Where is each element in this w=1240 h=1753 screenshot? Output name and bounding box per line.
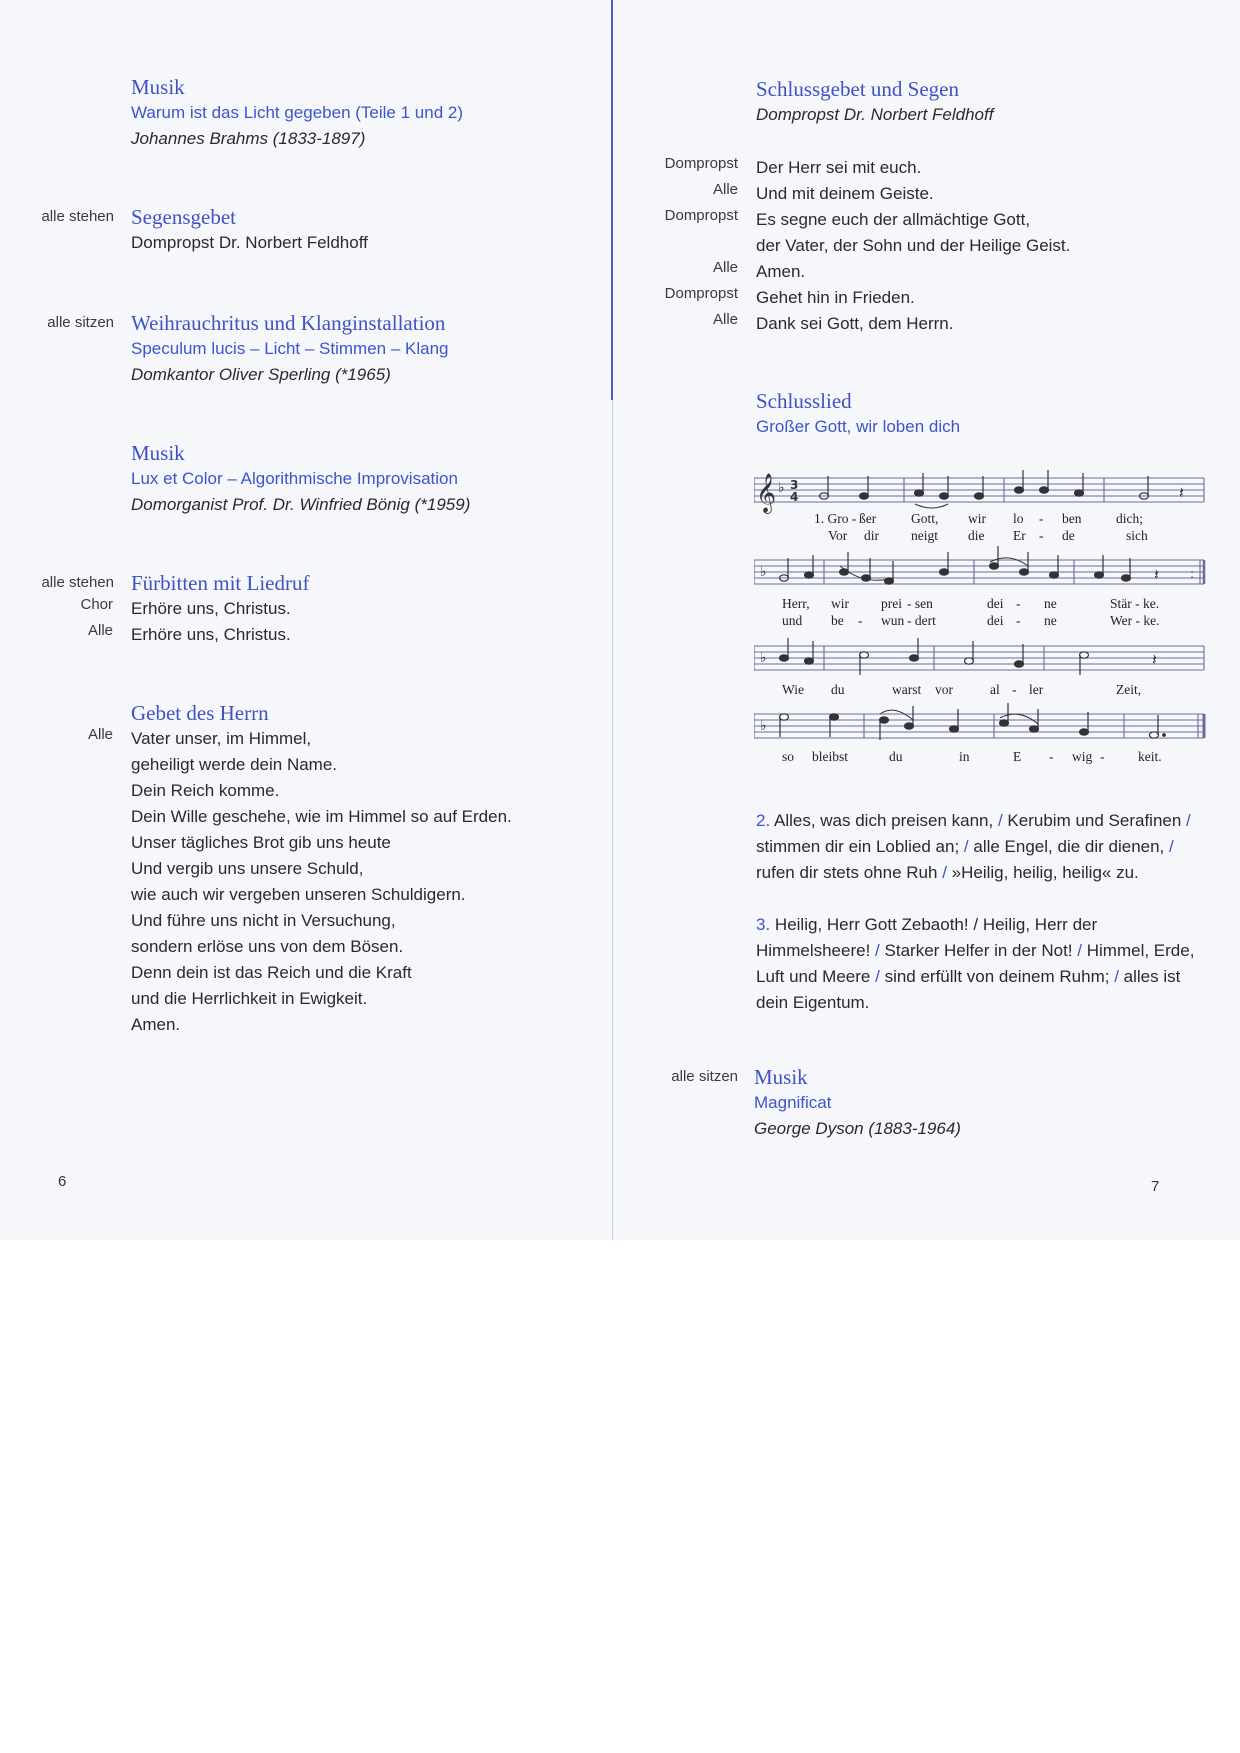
prayer-text: Denn dein ist das Reich und die Kraft <box>131 963 412 982</box>
prayer-text: wie auch wir vergeben unseren Schuldigern. <box>131 885 466 904</box>
lyric-syllable: sich <box>1126 528 1148 543</box>
verse-line: Alles, was dich preisen kann, <box>773 811 994 830</box>
treble-clef-icon: 𝄞 <box>756 473 777 513</box>
verse-separator: / <box>973 915 979 934</box>
prayer-line <box>131 986 512 1012</box>
lyric-syllable: Wie <box>782 682 804 697</box>
speaker: Dompropst <box>664 285 738 302</box>
verse-line: sind erfüllt von deinem Ruhm; <box>884 967 1110 986</box>
speaker: Chor <box>80 596 113 613</box>
work-title: Lux et Color – Algorithmische Improvisation <box>131 469 458 488</box>
prayer-text: und die Herrlichkeit in Ewigkeit. <box>131 989 368 1008</box>
response-row <box>664 207 1070 233</box>
prayer-text: Dein Reich komme. <box>131 781 280 800</box>
verse-line: Kerubim und Serafinen <box>1007 811 1182 830</box>
verse-line: Heilig, Herr der Himmelsheere! <box>756 915 1098 960</box>
speaker: Alle <box>712 181 738 198</box>
speaker: Alle <box>87 622 113 639</box>
prayer-line <box>131 882 512 908</box>
rest-icon: 𝄽 <box>1179 483 1184 502</box>
section-schlussgebet <box>756 76 993 128</box>
lyric-syllable: al <box>990 682 1000 697</box>
lyric-syllable: neigt <box>911 528 938 543</box>
prayer-line <box>87 726 512 752</box>
verse-separator: / <box>1077 941 1082 960</box>
response-text: Dank sei Gott, dem Herrn. <box>756 314 954 333</box>
response-row <box>664 285 1070 311</box>
flat-sign-icon: ♭ <box>778 480 785 496</box>
verse-separator: / <box>1114 967 1119 986</box>
verse-separator: / <box>942 863 947 882</box>
lyric-syllable: wig <box>1072 749 1093 764</box>
section-title: Musik <box>131 75 185 99</box>
lyric-syllable: Herr, <box>782 596 810 611</box>
prayer-text: Und vergib uns unsere Schuld, <box>131 859 364 878</box>
verse-line: Heilig, Herr Gott Zebaoth! <box>774 915 969 934</box>
lyric-syllable: - <box>858 613 863 628</box>
response-row <box>664 155 1070 181</box>
lyric-syllable: ne <box>1044 613 1057 628</box>
lyric-syllable: warst <box>892 682 922 697</box>
lyric-syllable: - dert <box>907 613 936 628</box>
section-segensgebet <box>131 204 368 256</box>
work-title: Speculum lucis – Licht – Stimmen – Klang <box>131 339 449 358</box>
lyric-syllable: dei <box>987 613 1004 628</box>
section-title: Segensgebet <box>131 205 236 229</box>
speaker: Alle <box>712 311 738 328</box>
page-number: 6 <box>58 1173 67 1190</box>
verse-line: alles ist dein Eigentum. <box>756 967 1181 1012</box>
response-text: Erhöre uns, Christus. <box>131 599 291 618</box>
officiant: Dompropst Dr. Norbert Feldhoff <box>131 233 368 252</box>
lyric-syllable: in <box>959 749 970 764</box>
section-title: Fürbitten mit Liedruf <box>131 571 310 595</box>
response-text: Gehet hin in Frieden. <box>756 288 915 307</box>
prayer-line <box>131 804 512 830</box>
section-weihrauchritus <box>131 310 449 388</box>
lyric-syllable: Er <box>1013 528 1026 543</box>
lyric-syllable: bleibst <box>812 749 848 764</box>
rubric-alle-sitzen: alle sitzen <box>671 1068 738 1085</box>
lyric-syllable: - <box>1039 528 1044 543</box>
prayer-line <box>131 1012 512 1038</box>
lyric-syllable: be <box>831 613 844 628</box>
section-musik-brahms <box>131 74 463 152</box>
prayer-text: geheiligt werde dein Name. <box>131 755 338 774</box>
prayer-text: Amen. <box>131 1015 181 1034</box>
lyric-syllable: du <box>889 749 903 764</box>
flat-sign-icon: ♭ <box>760 564 767 580</box>
lyric-syllable: lo <box>1013 511 1024 526</box>
lyric-syllable: dei <box>987 596 1004 611</box>
lyric-syllable: wun <box>881 613 905 628</box>
speaker: Dompropst <box>664 155 738 172</box>
lyric-syllable: Gott, <box>911 511 939 526</box>
lyric-syllable: ler <box>1029 682 1044 697</box>
section-musik-improvisation <box>131 440 470 518</box>
lyric-syllable: prei <box>881 596 902 611</box>
hymn-verse-2 <box>756 808 1196 886</box>
dialogue-block <box>664 155 1071 337</box>
verse-separator: / <box>1169 837 1174 856</box>
time-signature: 4 <box>790 490 799 504</box>
lyric-syllable: - <box>1039 511 1044 526</box>
lyric-syllable: dich; <box>1116 511 1143 526</box>
response-text: der Vater, der Sohn und der Heilige Geist. <box>756 236 1071 255</box>
lyric-syllable: ne <box>1044 596 1057 611</box>
page-number: 7 <box>1151 1178 1160 1195</box>
section-fuerbitten <box>80 570 310 648</box>
lyric-syllable: du <box>831 682 845 697</box>
repeat-sign-icon: : <box>1190 567 1195 581</box>
lyric-syllable: de <box>1062 528 1075 543</box>
officiant: Dompropst Dr. Norbert Feldhoff <box>756 105 994 124</box>
staff-system-3 <box>754 638 1204 697</box>
staff-system-4 <box>754 703 1204 764</box>
lyric-syllable: wir <box>831 596 849 611</box>
prayer-line <box>131 934 512 960</box>
prayer-line <box>131 778 512 804</box>
sheet-music-score <box>754 458 1210 778</box>
response-row <box>87 622 309 648</box>
staff-system-1 <box>754 470 1204 543</box>
work-title: Magnificat <box>754 1093 832 1112</box>
lyric-syllable: ßer <box>859 511 877 526</box>
flat-sign-icon: ♭ <box>760 650 767 666</box>
prayer-line <box>131 908 512 934</box>
rubric-alle-sitzen: alle sitzen <box>47 314 114 331</box>
composer: Domkantor Oliver Sperling (*1965) <box>131 365 391 384</box>
time-signature: 3 <box>790 478 799 492</box>
lyric-syllable: so <box>782 749 795 764</box>
work-title: Warum ist das Licht gegeben (Teile 1 und 2) <box>131 103 463 122</box>
lyric-syllable: - <box>1049 749 1054 764</box>
song-title: Großer Gott, wir loben dich <box>756 417 961 436</box>
response-row <box>756 233 1070 259</box>
verse-line: Himmel, Erde, Luft und Meere <box>756 941 1195 986</box>
staff-system-2 <box>754 546 1204 628</box>
verse-line: »Heilig, heilig, heilig« zu. <box>951 863 1139 882</box>
spread-divider <box>611 0 613 400</box>
rubric-alle-stehen: alle stehen <box>41 208 114 225</box>
section-gebet-des-herrn <box>87 700 512 1038</box>
rest-icon: 𝄽 <box>1154 565 1159 584</box>
verse-line: alle Engel, die dir dienen, <box>973 837 1165 856</box>
lyric-syllable: keit. <box>1138 749 1162 764</box>
lyric-syllable: - <box>1016 613 1021 628</box>
lyric-syllable: - <box>1012 682 1017 697</box>
verse-separator: / <box>1186 811 1191 830</box>
lyric-syllable: Wer - ke. <box>1110 613 1160 628</box>
spread-divider-lower <box>612 400 613 1240</box>
composer: Domorganist Prof. Dr. Winfried Bönig (*1959) <box>131 495 471 514</box>
rest-icon: 𝄽 <box>1152 650 1157 669</box>
lyric-syllable: Vor <box>828 528 848 543</box>
prayer-text: Unser tägliches Brot gib uns heute <box>131 833 391 852</box>
section-schlusslied <box>756 388 960 440</box>
lyric-syllable: ben <box>1062 511 1082 526</box>
lyric-syllable: wir <box>968 511 986 526</box>
flat-sign-icon: ♭ <box>760 718 767 734</box>
verse-separator: / <box>997 811 1003 830</box>
response-text: Der Herr sei mit euch. <box>756 158 922 177</box>
section-title: Weihrauchritus und Klanginstallation <box>131 311 446 335</box>
rubric-alle-stehen: alle stehen <box>41 574 114 591</box>
verse-number: 3. <box>756 915 771 934</box>
prayer-line <box>131 856 512 882</box>
speaker: Alle <box>712 259 738 276</box>
verse-separator: / <box>875 941 880 960</box>
prayer-text: Und führe uns nicht in Versuchung, <box>131 911 396 930</box>
speaker: Dompropst <box>664 207 738 224</box>
section-title: Gebet des Herrn <box>131 701 269 725</box>
lyric-syllable: E <box>1013 749 1022 764</box>
section-title: Schlusslied <box>756 389 852 413</box>
composer: George Dyson (1883-1964) <box>754 1119 961 1138</box>
speaker: Alle <box>87 726 113 743</box>
section-musik-magnificat <box>754 1064 961 1142</box>
response-text: Und mit deinem Geiste. <box>756 184 934 203</box>
section-title: Musik <box>131 441 185 465</box>
response-text: Erhöre uns, Christus. <box>131 625 291 644</box>
hymn-verse-3 <box>756 912 1196 1016</box>
verse-separator: / <box>875 967 880 986</box>
lyric-syllable: - <box>1100 749 1105 764</box>
lyric-syllable: - sen <box>907 596 933 611</box>
verse-line: stimmen dir ein Loblied an; <box>756 837 960 856</box>
lyric-syllable: dir <box>864 528 879 543</box>
section-title: Schlussgebet und Segen <box>756 77 959 101</box>
verse-separator: / <box>963 837 969 856</box>
lyric-syllable: und <box>782 613 803 628</box>
verse-line: rufen dir stets ohne Ruh <box>756 863 938 882</box>
prayer-text: Dein Wille geschehe, wie im Himmel so auf Erden. <box>131 807 512 826</box>
response-text: Es segne euch der allmächtige Gott, <box>756 210 1031 229</box>
lyric-syllable: - <box>1016 596 1021 611</box>
prayer-line <box>131 752 512 778</box>
prayer-text: sondern erlöse uns von dem Bösen. <box>131 937 404 956</box>
prayer-line <box>131 960 512 986</box>
response-row <box>712 181 1070 207</box>
verse-line: Starker Helfer in der Not! <box>884 941 1073 960</box>
response-row <box>712 259 1070 285</box>
composer: Johannes Brahms (1833-1897) <box>131 129 366 148</box>
verse-number: 2. <box>756 811 771 830</box>
lyric-syllable: vor <box>935 682 953 697</box>
lyric-syllable: die <box>968 528 985 543</box>
lyric-syllable: Zeit, <box>1116 682 1142 697</box>
response-text: Amen. <box>756 262 806 281</box>
prayer-text: Vater unser, im Himmel, <box>131 729 312 748</box>
response-row <box>712 311 1070 337</box>
response-row <box>80 596 309 622</box>
section-title: Musik <box>754 1065 808 1089</box>
lyric-syllable: 1. Gro - <box>814 511 857 526</box>
lyric-syllable: Stär - ke. <box>1110 596 1160 611</box>
prayer-line <box>131 830 512 856</box>
